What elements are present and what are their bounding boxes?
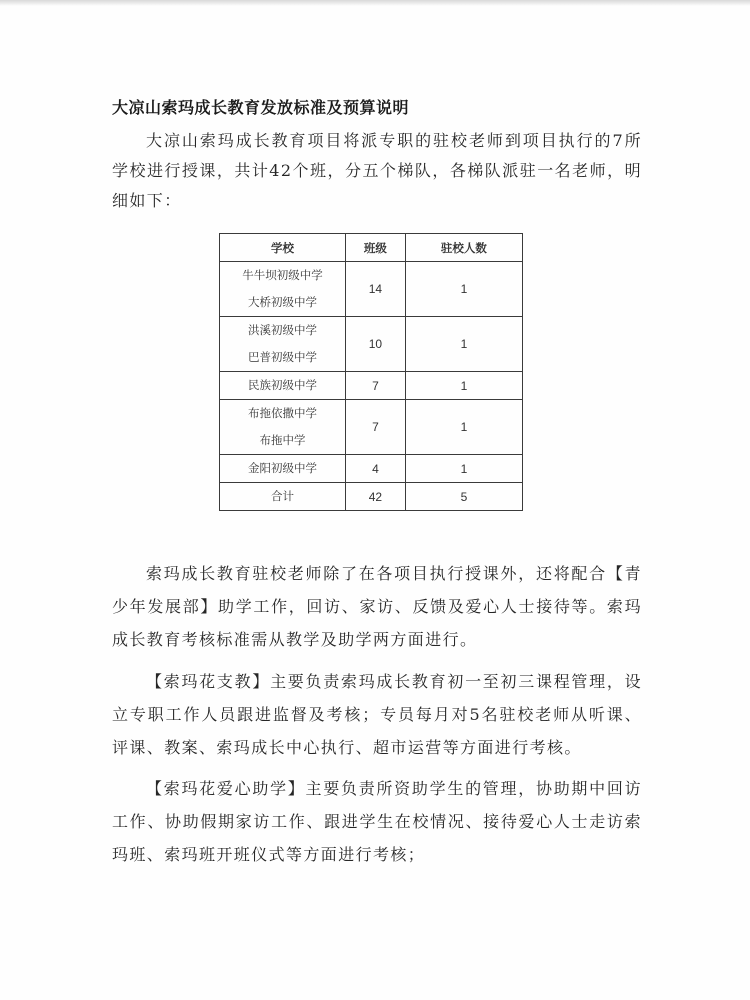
header-school: 学校 xyxy=(220,234,346,262)
school-cell xyxy=(220,400,346,455)
school-name: 牛牛坝初级中学 xyxy=(242,268,323,282)
school-name: 布拖中学 xyxy=(259,433,306,447)
paragraph-teaching-support: 【索玛花支教】主要负责索玛成长教育初一至初三课程管理，设立专职工作人员跟进监督及考核；专员每月对5名驻校老师从听课、评课、教案、索玛成长中心执行、超市运营等方面进行考核。 xyxy=(112,672,642,757)
total-teachers-cell: 5 xyxy=(405,483,522,511)
table-row xyxy=(220,372,523,400)
total-label: 合计 xyxy=(271,489,294,503)
school-cell xyxy=(220,372,346,400)
table-row xyxy=(220,400,523,455)
paragraph-student-aid: 【索玛花爱心助学】主要负责所资助学生的管理，协助期中回访工作、协助假期家访工作、跟进学生在校情况、接待爱心人士走访索玛班、索玛班开班仪式等方面进行考核； xyxy=(112,779,642,864)
classes-cell: 14 xyxy=(346,262,406,317)
school-name: 布拖依撒中学 xyxy=(248,406,317,420)
school-cell xyxy=(220,455,346,483)
teachers-cell: 1 xyxy=(405,317,522,372)
teachers-cell: 1 xyxy=(405,372,522,400)
table-header-row xyxy=(220,234,523,262)
paragraph-duties: 索玛成长教育驻校老师除了在各项目执行授课外，还将配合【青少年发展部】助学工作，回访、家访、反馈及爱心人士接待等。索玛成长教育考核标准需从教学及助学两方面进行。 xyxy=(112,564,642,649)
header-classes: 班级 xyxy=(346,234,406,262)
intro-paragraph: 大凉山索玛成长教育项目将派专职的驻校老师到项目执行的7所学校进行授课，共计42个班，分五个梯队，各梯队派驻一名老师，明细如下： xyxy=(112,131,642,210)
table-total-row xyxy=(220,483,523,511)
total-label-cell xyxy=(220,483,346,511)
scan-edge xyxy=(0,0,750,6)
classes-cell: 10 xyxy=(346,317,406,372)
teacher-allocation-table xyxy=(219,233,523,511)
total-classes-cell: 42 xyxy=(346,483,406,511)
table-row xyxy=(220,262,523,317)
school-name: 大桥初级中学 xyxy=(248,295,317,309)
teachers-cell: 1 xyxy=(405,400,522,455)
teachers-cell: 1 xyxy=(405,262,522,317)
classes-cell: 7 xyxy=(346,400,406,455)
classes-cell: 4 xyxy=(346,455,406,483)
school-name: 金阳初级中学 xyxy=(248,461,317,475)
school-name: 民族初级中学 xyxy=(248,378,317,392)
school-cell xyxy=(220,262,346,317)
table-row xyxy=(220,317,523,372)
table-row xyxy=(220,455,523,483)
school-name: 巴普初级中学 xyxy=(248,350,317,364)
school-cell xyxy=(220,317,346,372)
teachers-cell: 1 xyxy=(405,455,522,483)
document-title: 大凉山索玛成长教育发放标准及预算说明 xyxy=(112,98,410,117)
header-teachers: 驻校人数 xyxy=(405,234,522,262)
school-name: 洪溪初级中学 xyxy=(248,323,317,337)
classes-cell: 7 xyxy=(346,372,406,400)
